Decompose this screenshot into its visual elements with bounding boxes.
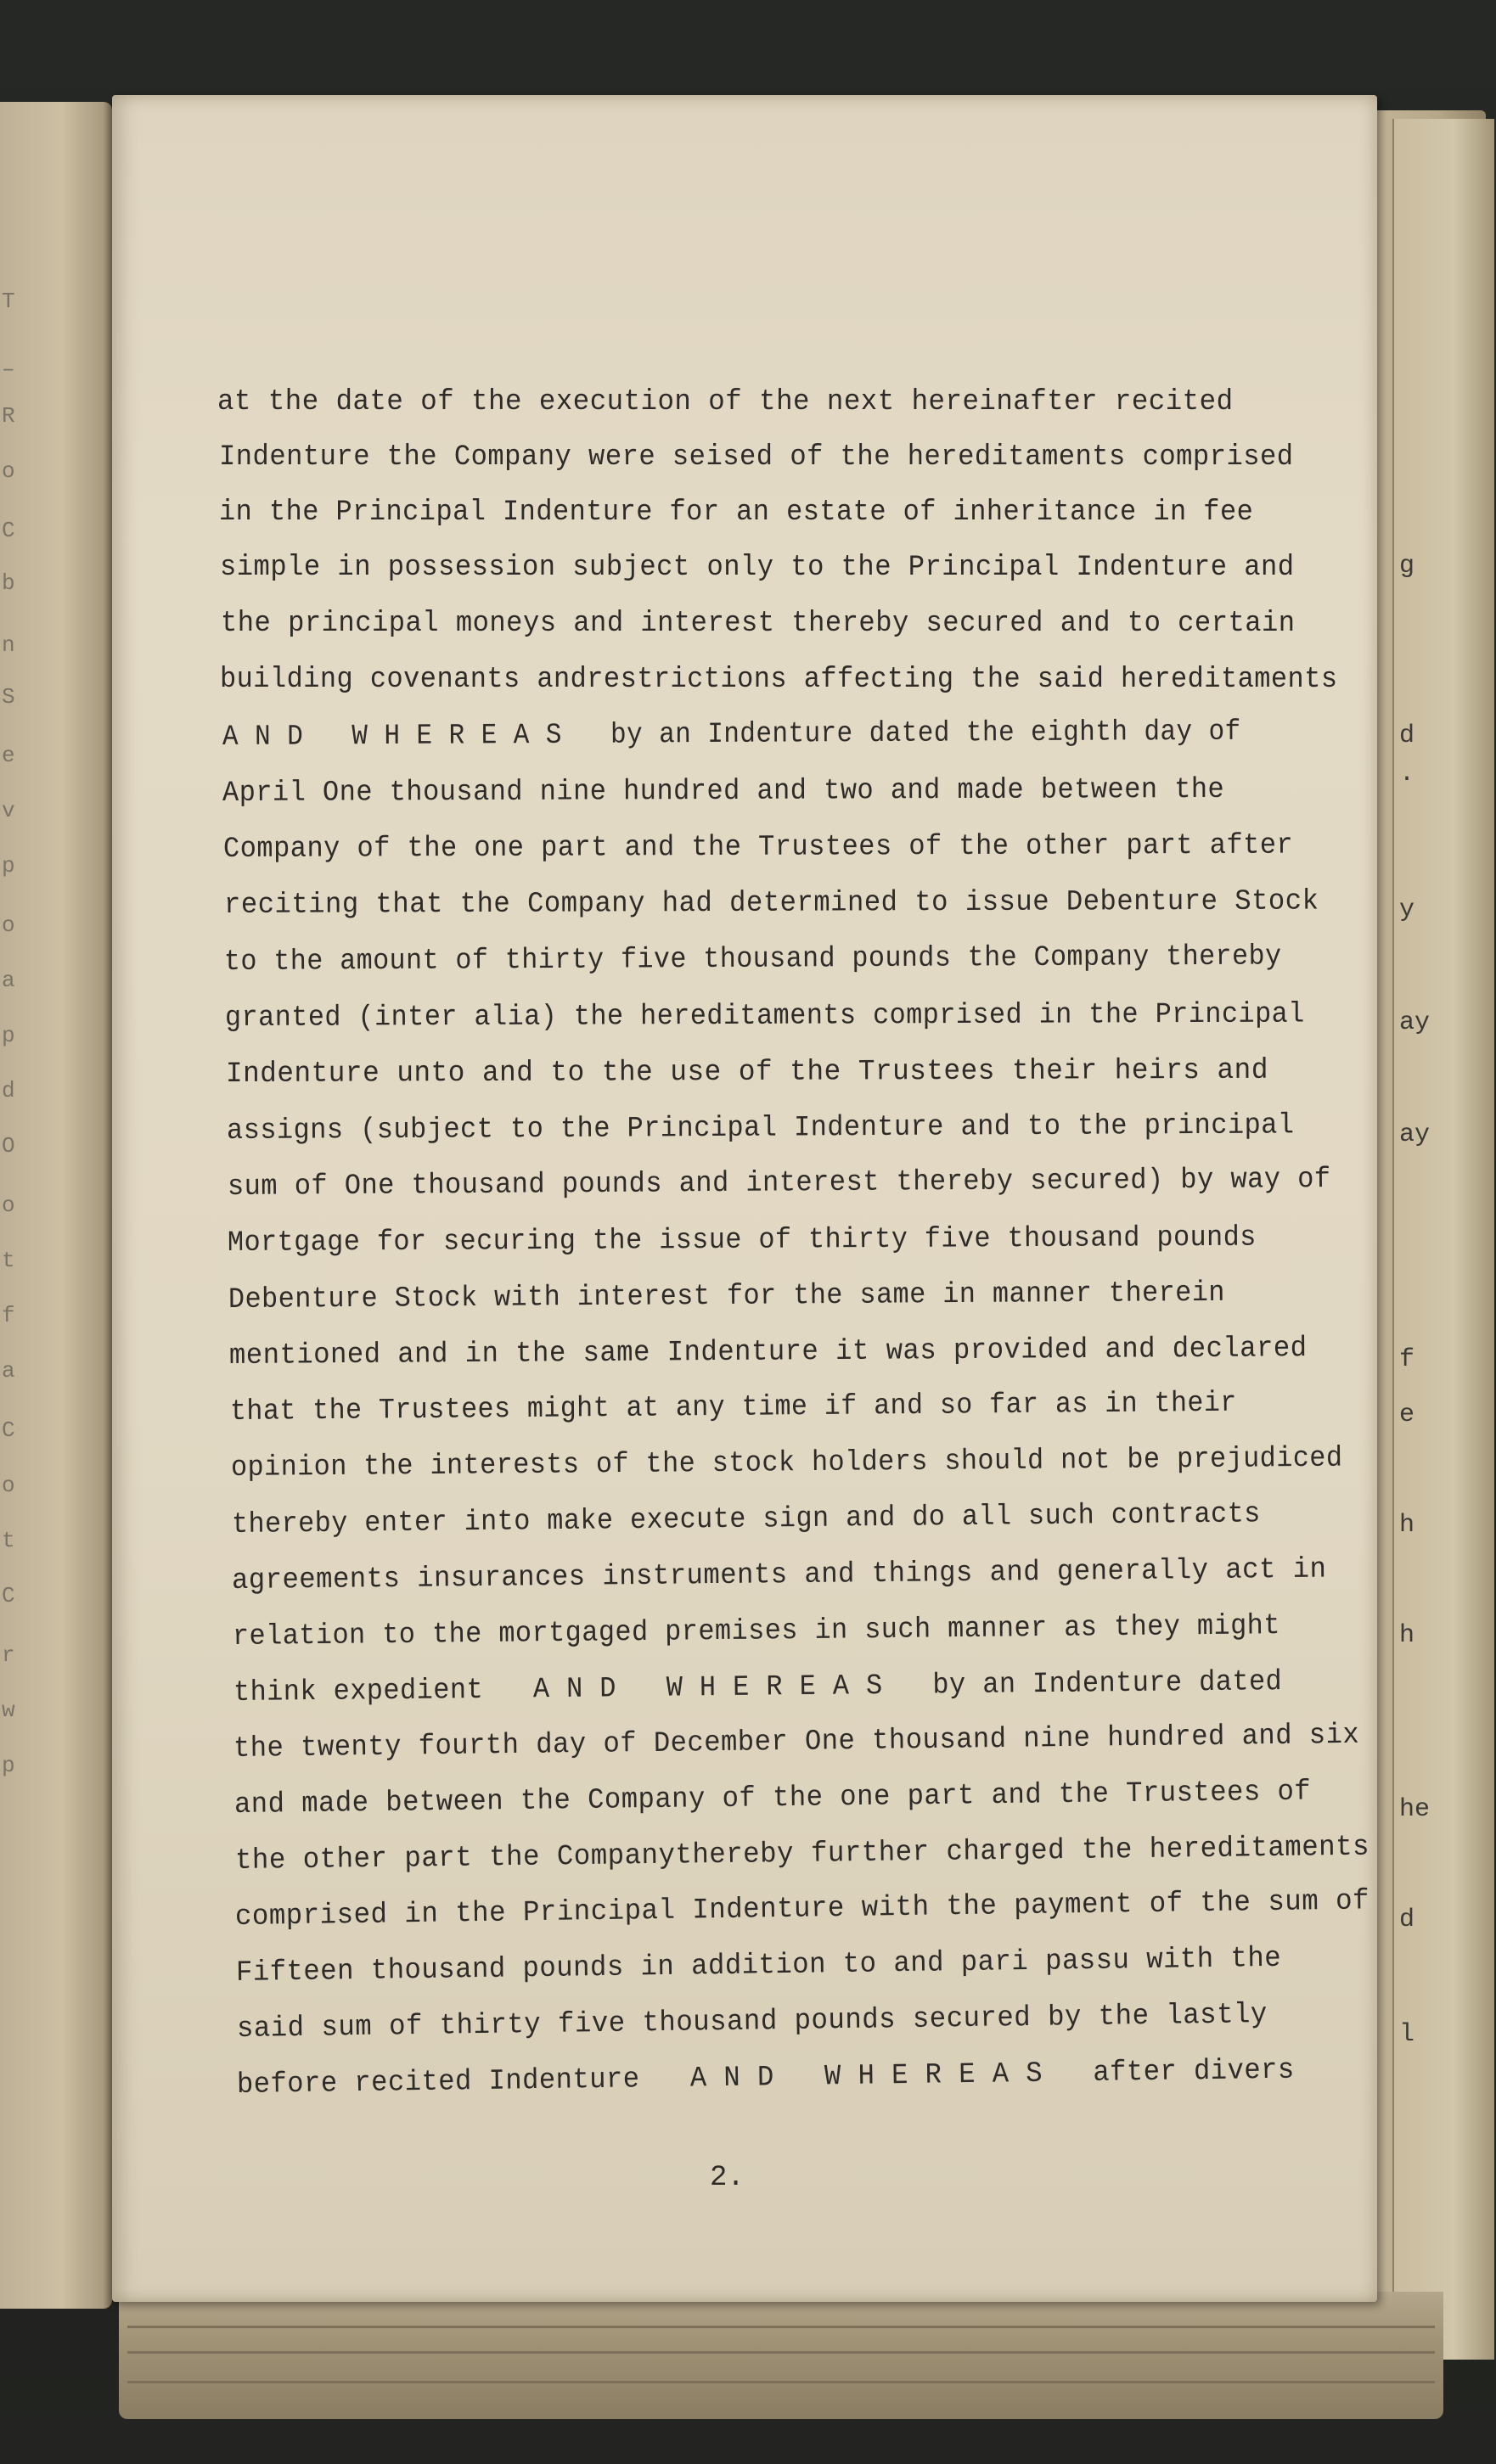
right-page-fragment: y	[1399, 895, 1415, 924]
left-facing-page	[0, 102, 112, 2309]
document-line: Debenture Stock with interest for the same in manner therein	[228, 1277, 1226, 1316]
left-page-fragment: w	[2, 1698, 15, 1723]
page-edge-line	[127, 2351, 1435, 2354]
left-page-fragment: –	[2, 356, 15, 382]
left-page-fragment: p	[2, 1023, 15, 1048]
page-edge-line	[127, 2326, 1435, 2328]
left-page-fragment: f	[2, 1303, 15, 1328]
right-page-fragment: d	[1399, 1906, 1415, 1934]
document-line: at the date of the execution of the next hereinafter recited	[217, 386, 1234, 418]
left-page-fragment: d	[2, 1078, 15, 1103]
right-page-fragment: ay	[1399, 1120, 1431, 1149]
left-page-fragment: C	[2, 1417, 15, 1443]
left-page-fragment: r	[2, 1642, 15, 1668]
document-line: the twenty fourth day of December One thousand nine hundred and six	[233, 1719, 1360, 1765]
left-page-fragment: a	[2, 968, 15, 993]
right-page-fragment: g	[1399, 552, 1415, 581]
document-line: said sum of thirty five thousand pounds secured by the lastly	[236, 1999, 1268, 2046]
document-line: mentioned and in the same Indenture it was provided and declared	[228, 1333, 1308, 1372]
document-line: assigns (subject to the Principal Indenture and to the principal	[226, 1109, 1295, 1148]
right-page-fragment: l	[1399, 2020, 1415, 2049]
document-line: and made between the Company of the one part and the Trustees of	[233, 1776, 1312, 1821]
document-line: opinion the interests of the stock holders should not be prejudiced	[230, 1442, 1343, 1485]
left-page-fragment: O	[2, 1133, 15, 1159]
left-page-fragment: o	[2, 1193, 15, 1218]
document-line: the principal moneys and interest thereby secured and to certain	[221, 608, 1296, 640]
document-line: Company of the one part and the Trustees of the other part after	[222, 829, 1294, 866]
left-page-fragment: t	[2, 1528, 15, 1553]
page-edge-line	[127, 2381, 1435, 2383]
right-page-fragment: h	[1399, 1511, 1415, 1540]
page-number: 2.	[710, 2162, 745, 2194]
left-page-fragment: S	[2, 684, 15, 710]
left-page-margin-fragments	[0, 102, 34, 2309]
document-line: simple in possession subject only to the Principal Indenture and	[220, 552, 1295, 584]
left-page-fragment: v	[2, 798, 15, 823]
document-line: agreements insurances instruments and things and generally act in	[231, 1553, 1327, 1597]
document-line: that the Trustees might at any time if and so far as in their	[229, 1387, 1237, 1428]
document-line: comprised in the Principal Indenture with the payment of the sum of	[234, 1885, 1370, 1934]
document-line: Indenture the Company were seised of the hereditaments comprised	[219, 441, 1294, 474]
document-line: reciting that the Company had determined to issue Debenture Stock	[223, 885, 1319, 922]
document-line: before recited Indenture A N D W H E R E A S after divers	[236, 2054, 1295, 2102]
document-line: to the amount of thirty five thousand pounds the Company thereby	[223, 940, 1282, 979]
document-line: Indenture unto and to the use of the Trustees their heirs and	[225, 1054, 1268, 1091]
document-line: sum of One thousand pounds and interest thereby secured) by way of	[227, 1163, 1331, 1204]
left-page-fragment: o	[2, 1473, 15, 1498]
left-page-fragment: p	[2, 853, 15, 878]
typed-document-page	[112, 95, 1377, 2302]
right-page-fragment: f	[1399, 1345, 1415, 1374]
left-page-fragment: t	[2, 1248, 15, 1273]
document-line: relation to the mortgaged premises in such manner as they might	[232, 1610, 1281, 1653]
right-page-fragment: e	[1399, 1400, 1415, 1429]
document-line: in the Principal Indenture for an estate of inheritance in fee	[219, 497, 1254, 529]
left-page-fragment: e	[2, 743, 15, 768]
left-page-fragment: n	[2, 632, 15, 658]
right-page-fragment: .	[1399, 760, 1415, 789]
left-page-fragment: R	[2, 403, 15, 429]
left-page-fragment: o	[2, 458, 15, 484]
left-page-fragment: C	[2, 518, 15, 543]
document-line: thereby enter into make execute sign and do all such contracts	[231, 1498, 1261, 1541]
bottom-page-edges	[119, 2292, 1443, 2419]
right-page-fragment: ay	[1399, 1008, 1431, 1037]
left-page-fragment: C	[2, 1583, 15, 1608]
right-page-fragment: h	[1399, 1621, 1415, 1650]
right-page-fragment: he	[1399, 1795, 1431, 1824]
pencil-mark	[183, 333, 195, 341]
underlying-page	[1392, 119, 1494, 2360]
document-line: think expedient A N D W H E R E A S by an Indenture dated	[233, 1666, 1283, 1709]
document-line: Fifteen thousand pounds in addition to and pari passu with the	[235, 1942, 1282, 1990]
document-line: granted (inter alia) the hereditaments comprised in the Principal	[224, 998, 1305, 1035]
document-line: A N D W H E R E A S by an Indenture dated the eighth day of	[222, 716, 1241, 754]
left-page-fragment: p	[2, 1753, 15, 1778]
left-page-fragment: T	[2, 289, 15, 314]
document-line: the other part the Companythereby further charged the hereditaments	[234, 1831, 1370, 1877]
right-page-fragment: d	[1399, 721, 1415, 750]
left-page-fragment: b	[2, 570, 15, 596]
left-page-fragment: o	[2, 912, 15, 938]
document-line: April One thousand nine hundred and two and made between the	[222, 773, 1225, 810]
document-line: Mortgage for securing the issue of thirty five thousand pounds	[227, 1221, 1257, 1260]
document-line: building covenants andrestrictions affecting the said hereditaments	[220, 664, 1338, 696]
left-page-fragment: a	[2, 1358, 15, 1384]
